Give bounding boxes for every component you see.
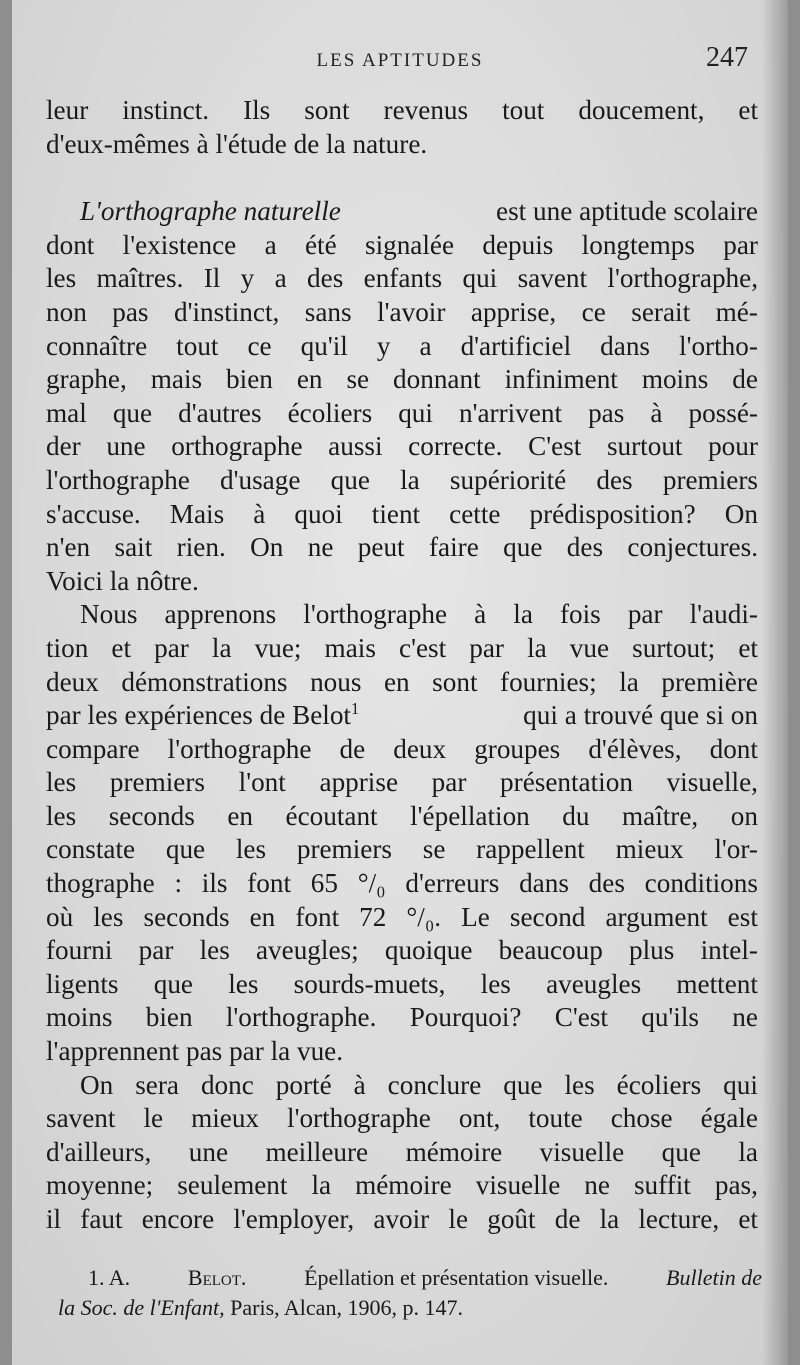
word: n'arrivent [459, 397, 563, 428]
word: n'en [46, 532, 91, 563]
word: écoliers [616, 1069, 702, 1100]
word: mal [46, 397, 87, 428]
word: donc [200, 1069, 254, 1100]
word: il [46, 1204, 62, 1234]
word: instinct. [122, 95, 210, 125]
word: la [738, 1136, 758, 1167]
word: bien [226, 364, 273, 395]
word: été [304, 229, 337, 260]
word: et [738, 95, 758, 125]
word: on [730, 800, 758, 831]
word: à [650, 397, 663, 428]
word: une [106, 431, 146, 462]
word: d'autres [178, 397, 262, 428]
word: mé- [715, 296, 758, 327]
footnote-number: 1. A. [88, 1265, 131, 1290]
word: des [307, 263, 344, 294]
word: d'usage [220, 464, 301, 495]
word: que [503, 532, 543, 563]
word: écoutant [285, 800, 378, 831]
word: °/₀ [357, 868, 386, 899]
text-line [46, 229, 758, 263]
text-line-rest: est une aptitude scolaire [496, 196, 758, 227]
word: tient [371, 498, 421, 529]
word: écoliers [287, 397, 373, 428]
paragraph-3 [46, 598, 758, 1068]
word: de [554, 1204, 581, 1234]
text-line-rest: qui a trouvé que si on [523, 700, 758, 731]
word: que [330, 464, 370, 495]
word: moyenne; [46, 1170, 154, 1201]
word: l'existence [122, 229, 237, 260]
word: dont [709, 733, 758, 764]
word: en [383, 666, 410, 697]
word: On [724, 498, 758, 529]
word: aveugles; [255, 935, 359, 966]
word: groupes [474, 733, 561, 764]
word: la [400, 464, 420, 495]
word: signalée [364, 229, 455, 260]
word: mais [324, 632, 376, 663]
word: bien [145, 1002, 193, 1033]
footnote-journal: Bulletin de [666, 1265, 762, 1290]
word: compare [46, 733, 140, 764]
word: visuelle [539, 1136, 625, 1167]
word: de [339, 733, 366, 764]
word: Le [461, 901, 490, 932]
word: tout [502, 95, 545, 125]
word: sait [114, 532, 153, 563]
word: ils [201, 868, 228, 899]
word: suffit [633, 1170, 691, 1201]
word: qu'ils [641, 1002, 699, 1033]
word: ne [307, 532, 334, 563]
word: faire [428, 532, 479, 563]
word: les [46, 767, 77, 798]
word: savent [46, 1103, 116, 1134]
text-line [46, 968, 758, 1002]
word: la [599, 1204, 620, 1234]
text-line [46, 598, 758, 632]
word: et [738, 632, 758, 663]
word: savent [517, 263, 588, 294]
word: ne [732, 1002, 758, 1033]
text-line: l'apprennent pas par la vue. [46, 1036, 344, 1067]
word: et [738, 1204, 758, 1234]
word: s'accuse. [46, 498, 141, 529]
word: font [295, 901, 340, 932]
word: meilleure [265, 1136, 369, 1167]
word: second [509, 901, 586, 932]
word: doucement, [578, 95, 705, 125]
text-line [46, 666, 758, 700]
word: plus [629, 935, 675, 966]
word: les [235, 834, 267, 865]
word: démonstrations [121, 666, 288, 697]
word: possé- [688, 397, 758, 428]
word: conclure [387, 1069, 482, 1100]
word: nous [310, 666, 362, 697]
text-line [46, 901, 758, 935]
word: d'instinct, [173, 296, 280, 327]
word: l'ont [238, 767, 286, 798]
footnote [58, 1263, 762, 1323]
word: quoique [384, 935, 473, 966]
word: pour [708, 431, 758, 462]
word: longtemps [581, 229, 695, 260]
footnote-line [58, 1263, 762, 1293]
word: argument [605, 901, 708, 932]
word: 72 [359, 901, 387, 932]
word: en [296, 364, 323, 395]
word: l'or- [714, 834, 758, 865]
word: présentation [500, 767, 633, 798]
word: se [422, 834, 446, 865]
word: graphe, [46, 364, 127, 395]
word: d'erreurs [405, 868, 500, 899]
word: les [228, 968, 259, 999]
text-line [46, 464, 758, 498]
word: mieux [615, 834, 684, 865]
word: qui [462, 263, 498, 294]
word: la [311, 1170, 332, 1201]
word: intel- [700, 935, 758, 966]
text-line [46, 1136, 758, 1170]
footnote-title: Épellation et présentation visuelle. [304, 1265, 609, 1290]
word: premiers [662, 464, 758, 495]
word: goût [487, 1204, 536, 1234]
text-line [46, 94, 758, 128]
word: ligents [46, 968, 119, 999]
word: que [661, 1136, 701, 1167]
word: mettent [676, 968, 758, 999]
word: avoir [373, 1204, 430, 1234]
word: aveugles [546, 968, 642, 999]
word: est [727, 901, 758, 932]
word: lecture, [638, 1204, 720, 1234]
word: qui [398, 397, 433, 428]
word: l'orthographe [287, 1103, 431, 1134]
word: premiers [296, 834, 392, 865]
word: y [376, 330, 391, 361]
page-number: 247 [706, 42, 748, 73]
word: 65 [310, 868, 338, 899]
word: d'ailleurs, [46, 1136, 152, 1167]
word: donnant [393, 364, 481, 395]
word: des [596, 464, 633, 495]
word: l'avoir [377, 296, 446, 327]
paragraph-1 [46, 94, 758, 161]
word: le [143, 1103, 164, 1134]
word: égale [700, 1103, 758, 1134]
word: que [503, 1069, 543, 1100]
word: rappellent [476, 834, 585, 865]
word: constate [46, 834, 136, 865]
word: Il [203, 263, 221, 294]
text-line [46, 1001, 758, 1035]
word: a [264, 229, 277, 260]
word: que [165, 834, 206, 865]
text-line [46, 632, 758, 666]
word: supériorité [449, 464, 567, 495]
word: le [448, 1204, 469, 1234]
word: prédisposition? [529, 498, 696, 529]
word: par [431, 767, 467, 798]
word: à [353, 1069, 366, 1100]
word: deux [46, 666, 99, 697]
word: que [112, 397, 153, 428]
text-line: d'eux-mêmes à l'étude de la nature. [46, 128, 428, 159]
body-text [46, 94, 758, 1237]
word: l'orthographe [46, 464, 190, 495]
word: surtout; [632, 632, 716, 663]
word: les [480, 968, 511, 999]
word: qu'il [300, 330, 348, 361]
text-line [46, 733, 758, 767]
word: dont [46, 229, 95, 260]
word: sont [432, 666, 478, 697]
word: mémoire [355, 1170, 452, 1201]
word: par [154, 632, 189, 663]
word: : [174, 868, 183, 899]
paragraph-4 [46, 1069, 758, 1237]
word: la [527, 632, 547, 663]
footnote-line [58, 1293, 762, 1323]
word: der [46, 431, 81, 462]
footnote-author: Belot. [187, 1265, 247, 1290]
word: chose [610, 1103, 673, 1134]
word: On [80, 1069, 114, 1100]
word: non [46, 296, 87, 327]
word: apprise [319, 767, 399, 798]
word: seconds [143, 901, 230, 932]
word: l'ortho- [679, 330, 758, 361]
word: l'audi- [689, 599, 758, 630]
text-line [46, 531, 758, 565]
word: dans [519, 868, 569, 899]
word: dans [600, 330, 650, 361]
word: vue; [254, 632, 302, 663]
word: Pourquoi? [409, 1002, 522, 1033]
word: Ils [243, 95, 271, 125]
word: mieux [191, 1103, 260, 1134]
text-line [46, 296, 758, 330]
word: apprenons [164, 599, 277, 630]
word: pas, [714, 1170, 758, 1201]
word: depuis [482, 229, 554, 260]
word: que [153, 968, 193, 999]
word: leur [46, 95, 89, 125]
paragraph-2 [46, 195, 758, 598]
word: la [211, 632, 232, 663]
word: porté [275, 1069, 332, 1100]
word: l'employer, [233, 1204, 355, 1234]
word: enfants [363, 263, 443, 294]
footnote-marker: 1 [350, 699, 360, 719]
word: les [93, 901, 124, 932]
word: orthographe [171, 431, 303, 462]
word: la [513, 599, 533, 630]
word: encore [141, 1204, 215, 1234]
word: tout [176, 330, 219, 361]
word: les [46, 263, 77, 294]
word: deux [393, 733, 447, 764]
word: revenus [383, 95, 469, 125]
text-line [46, 934, 758, 968]
text-line [46, 1102, 758, 1136]
word: l'épellation [410, 800, 530, 831]
text-line [46, 430, 758, 464]
word: premiers [109, 767, 205, 798]
word: se [346, 364, 370, 395]
word: d'élèves, [588, 733, 682, 764]
word: où [46, 901, 74, 932]
word: mais [150, 364, 203, 395]
word: par [469, 632, 504, 663]
word: ce [247, 330, 272, 361]
word: à [253, 498, 266, 529]
word: l'orthographe [303, 599, 448, 630]
word: a [274, 263, 287, 294]
word: fois [559, 599, 601, 630]
word: pas [588, 397, 625, 428]
word: maître, [621, 800, 699, 831]
word: d'artificiel [460, 330, 572, 361]
word: la [619, 666, 639, 697]
word: du [562, 800, 590, 831]
text-line [46, 766, 758, 800]
word: visuelle [475, 1170, 561, 1201]
word: serait [631, 296, 691, 327]
word: fourni [46, 935, 113, 966]
word: conditions [644, 868, 758, 899]
word: première [661, 666, 758, 697]
word: par [627, 599, 663, 630]
word: en [227, 800, 253, 831]
text-line [46, 195, 758, 229]
word: aussi [328, 431, 383, 462]
word: quoi [294, 498, 343, 529]
text-line [46, 363, 758, 397]
word: ce [581, 296, 606, 327]
word: thographe [46, 868, 155, 899]
word: surtout [606, 431, 683, 462]
word: sans [304, 296, 352, 327]
word: les [564, 1069, 595, 1100]
word: ont, [458, 1103, 501, 1134]
word: C'est [554, 1002, 608, 1033]
word: vue [569, 632, 610, 663]
italic-term: L'orthographe naturelle [80, 196, 341, 227]
page-header [12, 42, 788, 76]
word: fournies; [500, 666, 597, 697]
word: toute [528, 1103, 583, 1134]
word: pas [112, 296, 149, 327]
word: tion [46, 632, 89, 663]
word: en [249, 901, 276, 932]
word: correcte. [408, 431, 503, 462]
word: beaucoup [498, 935, 603, 966]
word: faut [80, 1204, 123, 1234]
word: font [247, 868, 292, 899]
text-line [46, 1203, 758, 1237]
word: sera [135, 1069, 179, 1100]
word: conjectures. [627, 532, 758, 563]
page-edge-shadow [762, 0, 788, 1365]
word: y [240, 263, 255, 294]
text-line [46, 1069, 758, 1103]
text-line: Voici la nôtre. [46, 565, 199, 596]
word: maîtres. [96, 263, 184, 294]
word: une [188, 1136, 229, 1167]
text-line [46, 833, 758, 867]
word: seulement [177, 1170, 288, 1201]
running-title: LES APTITUDES [316, 50, 484, 71]
word: sont [304, 95, 350, 125]
word: les [46, 800, 77, 831]
word: par [138, 935, 174, 966]
word: moins [46, 1002, 113, 1033]
word: l'orthographe [167, 733, 312, 764]
word: C'est [528, 431, 582, 462]
word: c'est [399, 632, 447, 663]
word: visuelle, [666, 767, 758, 798]
word: ne [584, 1170, 610, 1201]
word: Nous [80, 599, 138, 630]
text-line [46, 699, 758, 733]
word: les [199, 935, 230, 966]
word: On [250, 532, 284, 563]
word: °/₀. [406, 901, 442, 932]
word: a [419, 330, 432, 361]
word: Mais [169, 498, 225, 529]
text-line [46, 498, 758, 532]
text-line [46, 1169, 758, 1203]
word: rien. [176, 532, 226, 563]
footnote-publisher: Paris, Alcan, 1906, p. 147. [230, 1295, 463, 1320]
word: qui [723, 1069, 758, 1100]
word: de [732, 364, 758, 395]
word: peut [357, 532, 405, 563]
word: des [566, 532, 604, 563]
text-line [46, 800, 758, 834]
footnote-journal-cont: la Soc. de l'Enfant, [58, 1295, 225, 1320]
text-line-start: par les expériences de Belot$^1$ [46, 699, 360, 731]
word: l'orthographe, [607, 263, 758, 294]
word: à [474, 599, 487, 630]
word: apprise, [470, 296, 557, 327]
word: cette [449, 498, 501, 529]
word: infiniment [504, 364, 618, 395]
word: seconds [108, 800, 195, 831]
word: mémoire [405, 1136, 503, 1167]
text-line [46, 262, 758, 296]
text-line [46, 867, 758, 901]
word: moins [641, 364, 709, 395]
book-page [12, 0, 788, 1365]
word: connaître [46, 330, 148, 361]
word: des [588, 868, 625, 899]
word: par [723, 229, 758, 260]
word: l'orthographe. [225, 1002, 377, 1033]
text-line [46, 397, 758, 431]
word: et [111, 632, 132, 663]
word: sourds-muets, [293, 968, 446, 999]
text-line [46, 330, 758, 364]
